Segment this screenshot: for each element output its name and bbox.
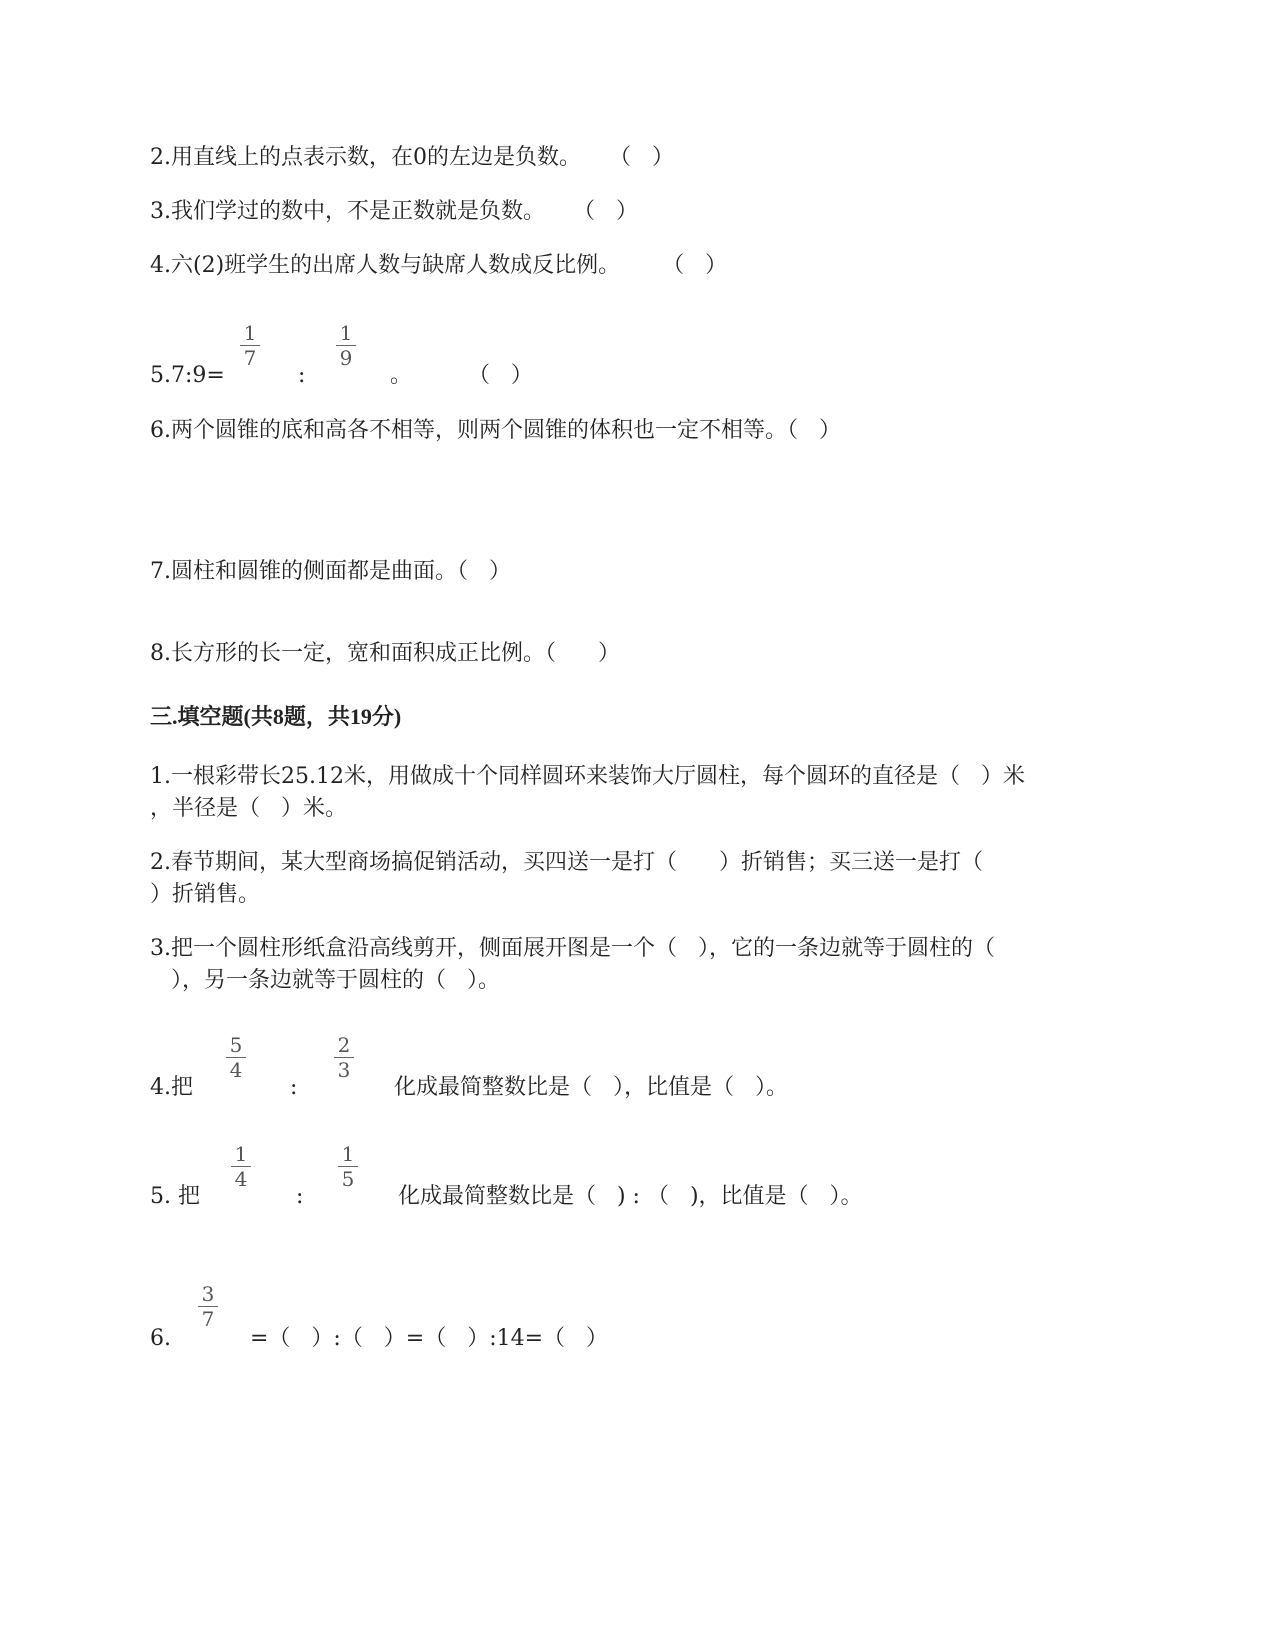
fraction-denominator: 7 bbox=[243, 346, 257, 370]
judge-question-7: 7.圆柱和圆锥的侧面都是曲面。（ ） bbox=[150, 559, 511, 584]
section-title: 三.填空题(共8题，共19分) bbox=[150, 704, 402, 729]
fraction-numerator: 1 bbox=[243, 321, 257, 345]
fraction-numerator: 2 bbox=[337, 1033, 351, 1057]
fill-question-2-line-1: 2.春节期间，某大型商场搞促销活动，买四送一是打（ ）折销售；买三送一是打（ bbox=[150, 850, 983, 875]
judge-question-3: 3.我们学过的数中，不是正数就是负数。 （ ） bbox=[150, 199, 638, 224]
fraction-denominator: 9 bbox=[339, 346, 353, 370]
q4-suffix: 化成最简整数比是（ ），比值是（ ）。 bbox=[394, 1075, 788, 1100]
fraction-numerator: 1 bbox=[234, 1142, 248, 1166]
fraction-numerator: 3 bbox=[201, 1282, 215, 1306]
fraction-1-7 bbox=[238, 322, 262, 369]
fraction-denominator: 7 bbox=[201, 1307, 215, 1331]
q5-suffix: 化成最简整数比是（ ) : （ )，比值是（ ）。 bbox=[398, 1184, 863, 1209]
fraction-2-3 bbox=[332, 1034, 356, 1081]
q5-suffix: 。 （ ） bbox=[390, 363, 533, 388]
fraction-numerator: 1 bbox=[339, 321, 353, 345]
q4-colon: : bbox=[290, 1075, 298, 1100]
judge-question-8: 8.长方形的长一定，宽和面积成正比例。（ ） bbox=[150, 641, 620, 666]
fraction-1-4 bbox=[229, 1143, 253, 1190]
judge-question-2: 2.用直线上的点表示数，在0的左边是负数。 （ ） bbox=[150, 145, 674, 170]
fraction-denominator: 4 bbox=[229, 1058, 243, 1082]
fill-question-1-line-1: 1.一根彩带长25.12米，用做成十个同样圆环来装饰大厅圆柱，每个圆环的直径是（ ）米 bbox=[150, 764, 1025, 789]
judge-question-4: 4.六(2)班学生的出席人数与缺席人数成反比例。 （ ） bbox=[150, 253, 728, 278]
fraction-denominator: 3 bbox=[337, 1058, 351, 1082]
q5-colon: : bbox=[296, 1184, 304, 1209]
fraction-denominator: 5 bbox=[341, 1167, 355, 1191]
fraction-5-4 bbox=[224, 1034, 248, 1081]
q6-prefix: 6. bbox=[150, 1326, 171, 1351]
q6-suffix: =（ ）:（ ）=（ ）:14=（ ） bbox=[250, 1326, 609, 1351]
fraction-denominator: 4 bbox=[234, 1167, 248, 1191]
q5-prefix: 5.7:9= bbox=[150, 363, 225, 388]
fraction-1-9 bbox=[334, 322, 358, 369]
judge-question-6: 6.两个圆锥的底和高各不相等，则两个圆锥的体积也一定不相等。（ ） bbox=[150, 418, 841, 443]
fraction-1-5 bbox=[336, 1143, 360, 1190]
q5-prefix: 5. 把 bbox=[150, 1184, 200, 1209]
q5-colon: : bbox=[298, 363, 306, 388]
fraction-3-7 bbox=[196, 1283, 220, 1330]
fraction-numerator: 1 bbox=[341, 1142, 355, 1166]
fraction-numerator: 5 bbox=[229, 1033, 243, 1057]
fill-question-1-line-2: ，半径是（ ）米。 bbox=[150, 796, 347, 821]
fill-question-3-line-1: 3.把一个圆柱形纸盒沿高线剪开，侧面展开图是一个（ ），它的一条边就等于圆柱的（ bbox=[150, 936, 995, 961]
q4-prefix: 4.把 bbox=[150, 1075, 193, 1100]
fill-question-3-line-2: ），另一条边就等于圆柱的（ ）。 bbox=[150, 968, 500, 993]
fill-question-2-line-2: ）折销售。 bbox=[150, 882, 261, 907]
